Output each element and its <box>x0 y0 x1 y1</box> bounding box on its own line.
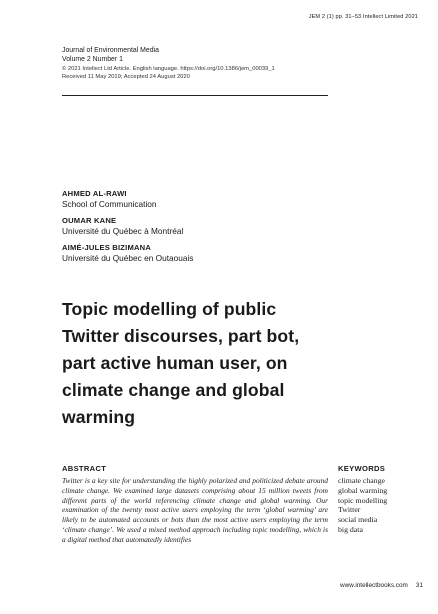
author-entry <box>62 243 322 263</box>
author-entry <box>62 189 322 209</box>
author-name: AHMED AL-RAWI <box>62 189 127 198</box>
title-line: warming <box>62 407 136 427</box>
keyword-item: topic modelling <box>338 495 388 505</box>
running-header: JEM 2 (1) pp. 31–53 Intellect Limited 2021 <box>308 14 418 20</box>
journal-info <box>62 46 328 82</box>
page-number: 31 <box>415 582 423 589</box>
received-accepted-line: Received 11 May 2019; Accepted 24 August 2020 <box>62 74 190 81</box>
keyword-item: global warming <box>338 485 388 495</box>
doi-line: © 2021 Intellect Ltd Article. English language. https://doi.org/10.1386/jem_00039_1 <box>62 65 275 72</box>
title-line: climate change and global <box>62 380 285 400</box>
author-affiliation: School of Communication <box>62 199 157 209</box>
abstract-heading: ABSTRACT <box>62 464 107 473</box>
author-list <box>62 189 322 270</box>
page-footer <box>340 582 423 589</box>
title-line: Twitter discourses, part bot, <box>62 326 300 346</box>
title-line: part active human user, on <box>62 353 288 373</box>
article-title <box>62 296 362 431</box>
author-affiliation: Université du Québec en Outaouais <box>62 253 194 263</box>
keyword-item: Twitter <box>338 505 361 515</box>
abstract-section <box>62 464 328 545</box>
author-affiliation: Université du Québec à Montréal <box>62 226 184 236</box>
author-name: AIMÉ-JULES BIZIMANA <box>62 243 152 252</box>
author-entry <box>62 216 322 236</box>
title-line: Topic modelling of public <box>62 299 277 319</box>
journal-name: Journal of Environmental Media <box>62 47 159 54</box>
header-rule <box>62 95 328 96</box>
keyword-item: big data <box>338 524 363 534</box>
keyword-item: social media <box>338 515 378 525</box>
keyword-item: climate change <box>338 476 385 485</box>
journal-volume: Volume 2 Number 1 <box>62 56 123 64</box>
keyword-list <box>338 476 428 535</box>
keywords-section <box>338 464 428 535</box>
author-name: OUMAR KANE <box>62 216 117 225</box>
abstract-text: Twitter is a key site for understanding the highly polarized and politicized debate around climate change. We examined large datasets comprising about 15 million tweets from different parts of the world referencing climate change and global warming. Our examination of the twenty most active users employing the term ‘global warming’ are likely to be automated accounts or bots than the most active users employing the term ‘climate change’. We used a mixed method approach including topic modelling, which is a digital method that automatedly identifies <box>62 476 328 544</box>
keywords-heading: KEYWORDS <box>338 464 386 473</box>
publisher-url[interactable]: www.intellectbooks.com <box>340 582 408 589</box>
